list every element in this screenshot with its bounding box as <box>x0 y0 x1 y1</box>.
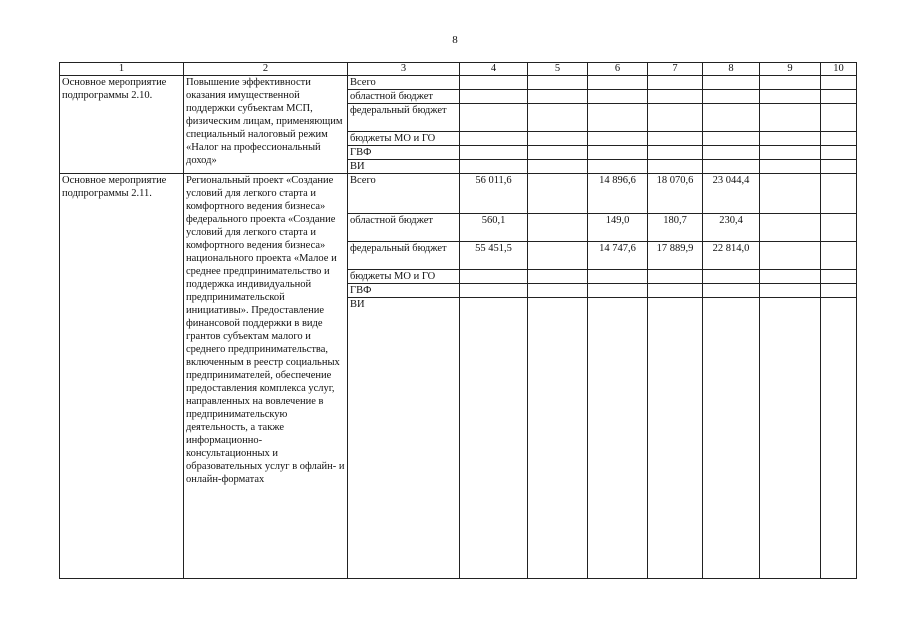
value-cell <box>760 160 821 174</box>
activity-cell: Основное мероприятие подпрограммы 2.10. <box>60 76 184 174</box>
value-cell: 56 011,6 <box>460 174 528 214</box>
funding-source-cell: Всего <box>348 76 460 90</box>
value-cell: 55 451,5 <box>460 242 528 270</box>
header-cell: 5 <box>528 63 588 76</box>
value-cell <box>760 90 821 104</box>
value-cell <box>821 76 857 90</box>
value-cell <box>648 104 703 132</box>
value-cell <box>760 104 821 132</box>
value-cell <box>528 298 588 579</box>
header-cell: 2 <box>184 63 348 76</box>
value-cell <box>588 76 648 90</box>
value-cell <box>821 242 857 270</box>
value-cell <box>648 270 703 284</box>
value-cell <box>588 284 648 298</box>
value-cell <box>760 214 821 242</box>
header-cell: 8 <box>703 63 760 76</box>
value-cell <box>648 76 703 90</box>
value-cell <box>460 298 528 579</box>
value-cell <box>528 270 588 284</box>
value-cell: 560,1 <box>460 214 528 242</box>
header-cell: 9 <box>760 63 821 76</box>
header-cell: 1 <box>60 63 184 76</box>
funding-source-cell: ГВФ <box>348 284 460 298</box>
value-cell <box>528 76 588 90</box>
value-cell <box>821 214 857 242</box>
value-cell <box>703 298 760 579</box>
header-cell: 6 <box>588 63 648 76</box>
activity-cell: Основное мероприятие подпрограммы 2.11. <box>60 174 184 579</box>
budget-table <box>59 62 857 579</box>
value-cell <box>821 132 857 146</box>
value-cell <box>821 160 857 174</box>
value-cell <box>588 270 648 284</box>
value-cell <box>760 174 821 214</box>
value-cell <box>821 174 857 214</box>
value-cell <box>760 270 821 284</box>
value-cell <box>460 90 528 104</box>
header-cell: 4 <box>460 63 528 76</box>
value-cell <box>460 146 528 160</box>
value-cell <box>648 298 703 579</box>
value-cell <box>528 90 588 104</box>
funding-source-cell: федеральный бюджет <box>348 242 460 270</box>
value-cell <box>528 146 588 160</box>
header-cell: 3 <box>348 63 460 76</box>
description-cell: Повышение эффективности оказания имущественной поддержки субъектам МСП, физическим лицам, применяющим специальный налоговый режим «Налог на профессиональный доход» <box>184 76 348 174</box>
value-cell <box>703 284 760 298</box>
value-cell <box>821 104 857 132</box>
value-cell: 149,0 <box>588 214 648 242</box>
value-cell <box>528 104 588 132</box>
value-cell <box>821 146 857 160</box>
value-cell <box>703 132 760 146</box>
value-cell <box>821 270 857 284</box>
value-cell: 22 814,0 <box>703 242 760 270</box>
funding-source-cell: бюджеты МО и ГО <box>348 270 460 284</box>
funding-source-cell: бюджеты МО и ГО <box>348 132 460 146</box>
value-cell: 18 070,6 <box>648 174 703 214</box>
value-cell <box>648 160 703 174</box>
value-cell <box>460 132 528 146</box>
value-cell: 14 896,6 <box>588 174 648 214</box>
value-cell <box>821 90 857 104</box>
value-cell <box>760 298 821 579</box>
value-cell <box>460 104 528 132</box>
value-cell <box>588 298 648 579</box>
value-cell <box>588 146 648 160</box>
value-cell <box>588 104 648 132</box>
value-cell <box>460 76 528 90</box>
description-cell: Региональный проект «Создание условий для легкого старта и комфортного ведения бизнеса» федерального проекта «Создание условий для легкого старта и комфортного ведения бизнеса» национального проекта «Малое и среднее предпринимательство и поддержка индивидуальной предпринимательской инициативы». Предоставление финансовой поддержки в виде грантов субъектам малого и среднего предпринимательства, включенным в реестр социальных предпринимателей, обеспечение предоставления комплекса услуг, направленных на вовлечение в предпринимательскую деятельность, а также информационно-консультационных и образовательных услуг в офлайн- и онлайн-форматах <box>184 174 348 579</box>
funding-source-cell: ГВФ <box>348 146 460 160</box>
value-cell <box>703 90 760 104</box>
value-cell <box>760 76 821 90</box>
value-cell <box>460 270 528 284</box>
value-cell <box>760 146 821 160</box>
value-cell: 230,4 <box>703 214 760 242</box>
table-row <box>60 76 857 90</box>
header-cell: 10 <box>821 63 857 76</box>
value-cell <box>648 146 703 160</box>
value-cell <box>703 146 760 160</box>
funding-source-cell: областной бюджет <box>348 214 460 242</box>
value-cell <box>760 242 821 270</box>
value-cell <box>760 284 821 298</box>
value-cell <box>703 76 760 90</box>
table-row <box>60 174 857 214</box>
value-cell <box>821 298 857 579</box>
header-cell: 7 <box>648 63 703 76</box>
value-cell <box>648 90 703 104</box>
funding-source-cell: Всего <box>348 174 460 214</box>
value-cell <box>648 132 703 146</box>
value-cell <box>703 270 760 284</box>
table-body <box>60 76 857 579</box>
value-cell: 17 889,9 <box>648 242 703 270</box>
value-cell <box>588 132 648 146</box>
value-cell <box>588 160 648 174</box>
funding-source-cell: ВИ <box>348 160 460 174</box>
value-cell <box>528 214 588 242</box>
funding-source-cell: областной бюджет <box>348 90 460 104</box>
value-cell <box>528 242 588 270</box>
value-cell <box>528 132 588 146</box>
value-cell <box>648 284 703 298</box>
funding-source-cell: ВИ <box>348 298 460 579</box>
value-cell <box>703 160 760 174</box>
value-cell <box>821 284 857 298</box>
value-cell: 180,7 <box>648 214 703 242</box>
value-cell <box>528 174 588 214</box>
funding-source-cell: федеральный бюджет <box>348 104 460 132</box>
value-cell <box>528 160 588 174</box>
value-cell: 23 044,4 <box>703 174 760 214</box>
value-cell <box>588 90 648 104</box>
value-cell <box>528 284 588 298</box>
header-row <box>60 63 857 76</box>
value-cell <box>460 160 528 174</box>
value-cell: 14 747,6 <box>588 242 648 270</box>
value-cell <box>460 284 528 298</box>
value-cell <box>760 132 821 146</box>
page-number: 8 <box>452 34 458 46</box>
value-cell <box>703 104 760 132</box>
